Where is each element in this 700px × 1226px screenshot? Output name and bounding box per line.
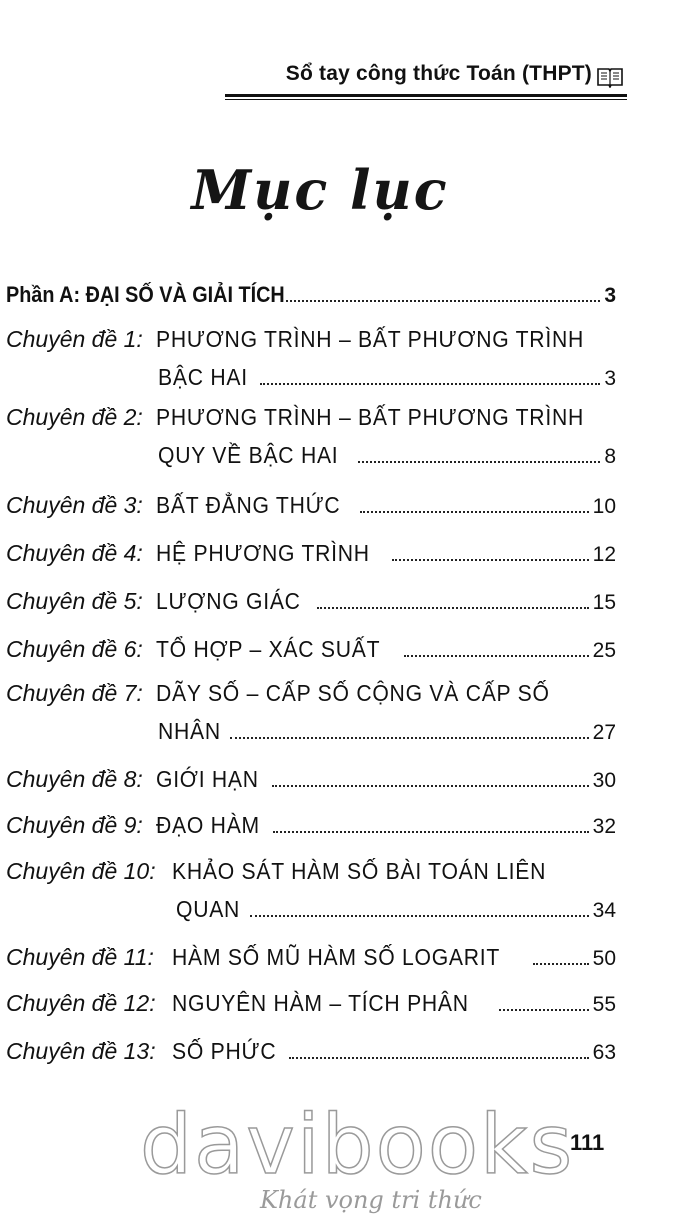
leader-dots	[360, 511, 588, 513]
toc-entry-leader	[158, 364, 616, 391]
toc-entry-leader	[156, 540, 616, 567]
toc-entry-title: TỔ HỢP – XÁC SUẤT	[156, 636, 381, 662]
toc-entry-title: BẤT ĐẲNG THỨC	[156, 492, 341, 518]
toc-entry-title-continued: QUAN	[176, 896, 241, 922]
leader-dots	[273, 831, 589, 833]
toc-entry-label: Chuyên đề 9:	[6, 812, 143, 838]
toc-entry-title: KHẢO SÁT HÀM SỐ BÀI TOÁN LIÊN	[172, 858, 547, 884]
page-number: 111	[570, 1130, 605, 1155]
toc-entry-title: NGUYÊN HÀM – TÍCH PHÂN	[172, 990, 469, 1016]
toc-entry-leader	[176, 896, 616, 923]
book-icon	[596, 66, 624, 88]
header-rule	[225, 94, 627, 100]
toc-entry-label: Chuyên đề 12:	[6, 990, 156, 1016]
toc-entry-leader	[172, 944, 616, 971]
toc-entry-label: Chuyên đề 6:	[6, 636, 143, 662]
leader-dots	[404, 655, 589, 657]
watermark-logo: davibooks	[140, 1098, 575, 1193]
toc-entry-page-number: 50	[592, 947, 616, 970]
toc-entry-label: Chuyên đề 1:	[6, 326, 143, 352]
watermark-tagline: Khát vọng tri thức	[260, 1186, 482, 1214]
toc-entry-page-number: 10	[592, 495, 616, 518]
toc-entry-title: HỆ PHƯƠNG TRÌNH	[156, 540, 370, 566]
leader-dots	[250, 915, 589, 917]
leader-dots	[358, 461, 600, 463]
part-page-number: 3	[604, 284, 616, 307]
running-header	[250, 60, 626, 94]
toc-entry-leader	[172, 1038, 616, 1065]
leader-dots	[317, 607, 588, 609]
toc-entry-title-continued: NHÂN	[158, 718, 221, 744]
toc-entry-label: Chuyên đề 8:	[6, 766, 143, 792]
toc-entry-label: Chuyên đề 3:	[6, 492, 143, 518]
toc-entry-title: PHƯƠNG TRÌNH – BẤT PHƯƠNG TRÌNH	[156, 326, 584, 352]
toc-title: Mục lục	[191, 158, 449, 222]
part-heading-text: Phần A: ĐẠI SỐ VÀ GIẢI TÍCH	[6, 282, 285, 307]
toc-entry-page-number: 15	[592, 591, 616, 614]
toc-entry-title: SỐ PHỨC	[172, 1038, 277, 1064]
toc-entry-label: Chuyên đề 5:	[6, 588, 143, 614]
toc-entry-leader	[156, 812, 616, 839]
toc-entry-title: GIỚI HẠN	[156, 766, 259, 792]
toc-entry-label: Chuyên đề 2:	[6, 404, 143, 430]
toc-entry-title: LƯỢNG GIÁC	[156, 588, 301, 614]
leader-dots	[260, 383, 601, 385]
leader-dots	[286, 300, 601, 302]
toc-entry-page-number: 12	[592, 543, 616, 566]
toc-entry-page-number: 55	[592, 993, 616, 1016]
toc-entry-title: PHƯƠNG TRÌNH – BẤT PHƯƠNG TRÌNH	[156, 404, 584, 430]
toc-entry-title-continued: QUY VỀ BẬC HAI	[158, 442, 339, 468]
toc-entry-leader	[156, 492, 616, 519]
toc-entry-label: Chuyên đề 4:	[6, 540, 143, 566]
toc-entry-page-number: 8	[604, 445, 616, 468]
toc-entry-page-number: 34	[592, 899, 616, 922]
toc-entry-label: Chuyên đề 11:	[6, 944, 154, 970]
leader-dots	[272, 785, 589, 787]
toc-entry-page-number: 3	[604, 367, 616, 390]
toc-entry-label: Chuyên đề 13:	[6, 1038, 156, 1064]
leader-dots	[289, 1057, 588, 1059]
leader-dots	[533, 963, 589, 965]
leader-dots	[499, 1009, 589, 1011]
toc-entry-page-number: 27	[592, 721, 616, 744]
leader-dots	[230, 737, 588, 739]
toc-entry-title: DÃY SỐ – CẤP SỐ CỘNG VÀ CẤP SỐ	[156, 680, 550, 706]
toc-entry-title: ĐẠO HÀM	[156, 812, 260, 838]
toc-entry-leader	[158, 718, 616, 745]
toc-entry-label: Chuyên đề 10:	[6, 858, 156, 884]
leader-dots	[392, 559, 588, 561]
toc-entry-leader	[156, 636, 616, 663]
toc-entry-page-number: 63	[592, 1041, 616, 1064]
part-heading	[6, 282, 616, 308]
toc-entry-leader	[172, 990, 616, 1017]
toc-entry-title: HÀM SỐ MŨ HÀM SỐ LOGARIT	[172, 944, 501, 970]
running-title: Sổ tay công thức Toán (THPT)	[285, 62, 592, 85]
toc-entry-page-number: 25	[592, 639, 616, 662]
toc-entry-label: Chuyên đề 7:	[6, 680, 143, 706]
toc-entry-leader	[156, 766, 616, 793]
toc-entry-page-number: 30	[592, 769, 616, 792]
toc-entry-page-number: 32	[592, 815, 616, 838]
toc-entry-leader	[156, 588, 616, 615]
toc-entry-leader	[158, 442, 616, 469]
toc-entry-title-continued: BẬC HAI	[158, 364, 248, 390]
